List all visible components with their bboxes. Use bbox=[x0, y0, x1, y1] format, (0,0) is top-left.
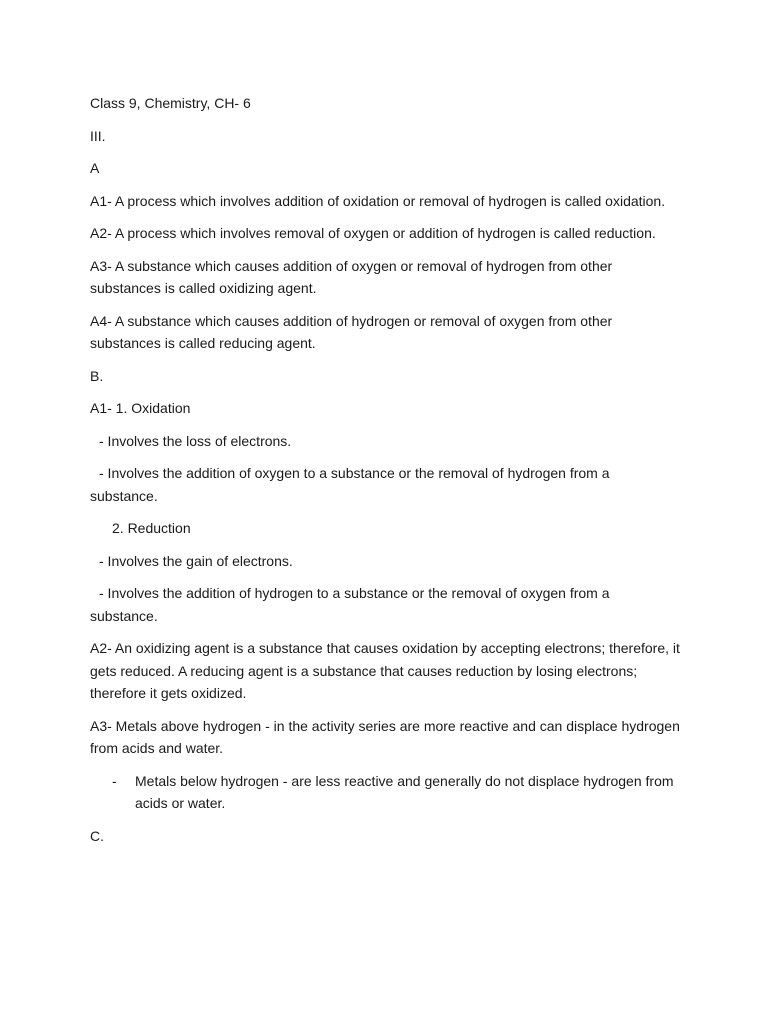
document-body bbox=[90, 92, 680, 857]
oxidation-title: A1- 1. Oxidation bbox=[90, 400, 191, 416]
section-a-item-a2: A2- A process which involves removal of oxygen or addition of hydrogen is called reduction. bbox=[90, 225, 656, 241]
document-heading: Class 9, Chemistry, CH- 6 bbox=[90, 95, 251, 111]
section-b-a3: A3- Metals above hydrogen - in the activity series are more reactive and can displace hydrogen from acids and water. bbox=[90, 717, 680, 756]
oxidation-point: - Involves the addition of oxygen to a substance or the removal of hydrogen from a substance. bbox=[90, 465, 610, 504]
section-b-a2: A2- An oxidizing agent is a substance that causes oxidation by accepting electrons; therefore, it gets reduced. A reducing agent is a substance that causes reduction by losing electrons; therefore it gets oxidized. bbox=[90, 640, 680, 701]
section-c-label: C. bbox=[90, 827, 104, 844]
section-a-item-a1: A1- A process which involves addition of oxidation or removal of hydrogen is called oxidation. bbox=[90, 192, 666, 209]
reduction-point: - Involves the addition of hydrogen to a substance or the removal of oxygen from a substance. bbox=[90, 585, 610, 624]
section-a-item-a4: A4- A substance which causes addition of hydrogen or removal of oxygen from other substances is called reducing agent. bbox=[90, 312, 613, 351]
reduction-title: 2. Reduction bbox=[112, 520, 191, 536]
section-a-label: A bbox=[90, 160, 100, 176]
section-a-item-a3: A3- A substance which causes addition of oxygen or removal of hydrogen from other substances is called oxidizing agent. bbox=[90, 257, 613, 296]
reduction-point: - Involves the gain of electrons. bbox=[99, 552, 293, 569]
section-b-a3-bullet-item bbox=[90, 770, 680, 815]
section-roman-label: III. bbox=[90, 127, 106, 144]
dash-bullet-marker: - bbox=[112, 772, 117, 789]
oxidation-point: - Involves the loss of electrons. bbox=[99, 432, 292, 449]
section-b-a3-bullet-text: Metals below hydrogen - are less reactive and generally do not displace hydrogen from acids or water. bbox=[135, 772, 674, 811]
section-b-label: B. bbox=[90, 367, 104, 384]
